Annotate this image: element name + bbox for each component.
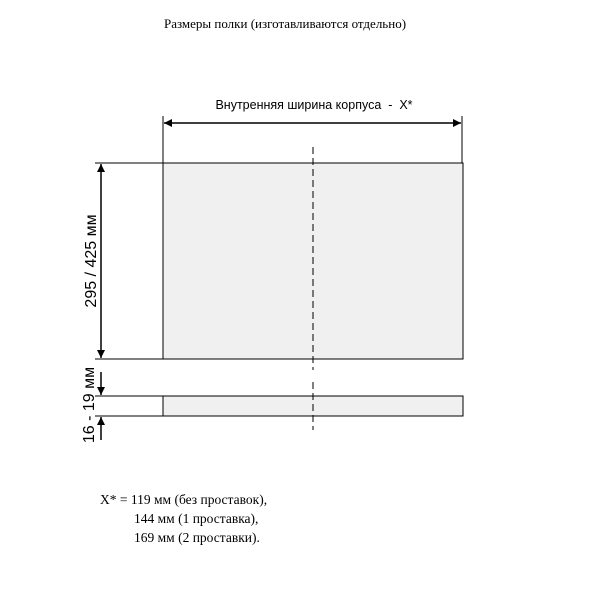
thickness-label: 16 - 19 мм — [81, 366, 98, 444]
height-dimension — [83, 163, 163, 359]
dimension-notes — [100, 490, 267, 547]
note-line-no-spacers: X* = 119 мм (без проставок), — [100, 492, 268, 507]
note-line-two-spacers: 169 мм (2 проставки). — [134, 530, 260, 545]
width-label: Внутренняя ширина корпуса - X* — [215, 98, 413, 112]
note-line-one-spacer: 144 мм (1 проставка), — [134, 511, 259, 526]
height-label: 295 / 425 мм — [83, 214, 100, 308]
thickness-dimension — [81, 367, 163, 443]
page-title: Размеры полки (изготавливаются отдельно) — [163, 16, 407, 31]
